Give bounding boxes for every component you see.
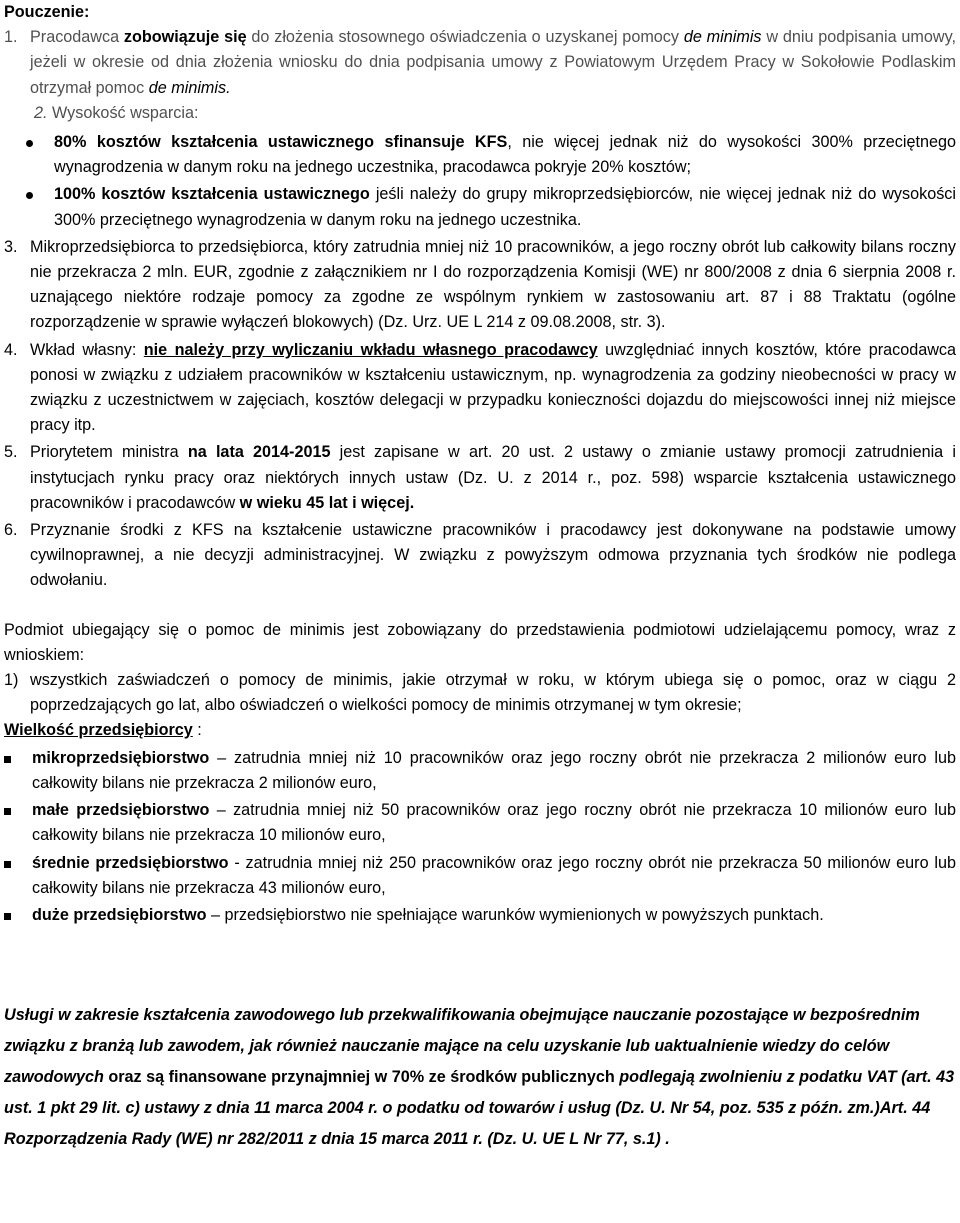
bullet-item: 80% kosztów kształcenia ustawicznego sfinansuje KFS, nie więcej jednak niż do wysokości 300% przeciętnego wynagrodzenia w danym roku na jednego uczestnika, pracodawca pokryje 20% kosztów; (4, 130, 956, 180)
item-text: Wkład własny: nie należy przy wyliczaniu wkładu własnego pracodawcy uwzględniać innych kosztów, które pracodawca ponosi w związku z udziałem pracowników w kształceniu ustawicznym, np. wynagrodzenia za godziny nieobecności w pracy w związku z uczestnictwem w zajęciach, kosztów delegacji w przypadku konieczności dojazdu do miejscowości innej niż miejsce pracy itp. (30, 340, 956, 435)
item-number: 1) (4, 671, 19, 690)
item-number: 1. (4, 28, 18, 47)
item-text: Wysokość wsparcia: (52, 103, 199, 122)
item-number: 6. (4, 521, 18, 540)
item-text: Priorytetem ministra na lata 2014-2015 jest zapisane w art. 20 ust. 2 ustawy o zmianie ustawy promocji zatrudnienia i instytucjach rynku pracy oraz niektórych innych ustaw (Dz. U. z 2014 r., poz. 598) wsparcie kształcenia ustawicznego pracowników i pracodawców w wieku 45 lat i więcej. (30, 443, 956, 512)
item-text: Pracodawca zobowiązuje się do złożenia stosownego oświadczenia o uzyskanej pomocy de minimis w dniu podpisania umowy, jeżeli w okresie od dnia złożenia wniosku do dnia podpisania umowy z Powiatowym Urzędem Pracy w Sokołowie Podlaskim otrzymał pomoc de minimis. (30, 28, 956, 97)
square-bullet-icon (4, 851, 32, 901)
item-number: 2. (34, 103, 48, 122)
item-text: Przyznanie środki z KFS na kształcenie ustawiczne pracowników i pracodawcy jest dokonywane na podstawie umowy cywilnoprawnej, a nie decyzji administracyjnej. W związku z powyższym odmowa przyznania tych środków nie podlega odwołaniu. (30, 521, 956, 590)
item-number: 4. (4, 340, 18, 359)
item-4 (4, 338, 956, 439)
item-3 (4, 235, 956, 336)
requirement-1 (4, 668, 956, 718)
square-bullet-icon (4, 798, 32, 848)
page-heading: Pouczenie: (4, 3, 90, 21)
square-bullet-icon (4, 903, 32, 928)
size-item-medium: średnie przedsiębiorstwo - zatrudnia mniej niż 250 pracowników oraz jego roczny obrót nie przekracza 50 milionów euro lub całkowity bilans nie przekracza 43 milionów euro, (4, 851, 956, 901)
item-5 (4, 440, 956, 516)
item-1 (4, 25, 956, 101)
item-text: Mikroprzedsiębiorca to przedsiębiorca, który zatrudnia mniej niż 10 pracowników, a jego roczny obrót lub całkowity bilans roczny nie przekracza 2 mln. EUR, zgodnie z załącznikiem nr I do rozporządzenia Komisji (WE) nr 800/2008 z dnia 6 sierpnia 2008 r. uznającego niektóre rodzaje pomocy za zgodne ze wspólnym rynkiem w zastosowaniu art. 87 i 88 Traktatu (ogólne rozporządzenie w sprawie wyłączeń blokowych) (Dz. Urz. UE L 214 z 09.08.2008, str. 3). (30, 237, 956, 332)
item-number: 5. (4, 443, 18, 462)
bullet-icon (4, 182, 54, 232)
size-item-micro: mikroprzedsiębiorstwo – zatrudnia mniej niż 10 pracowników oraz jego roczny obrót nie przekracza 2 milionów euro lub całkowity bilans nie przekracza 2 milionów euro, (4, 746, 956, 796)
vat-exemption-note: Usługi w zakresie kształcenia zawodowego lub przekwalifikowania obejmujące nauczanie pozostające w bezpośrednim związku z branżą lub zawodem, jak również nauczanie mające na celu uzyskanie lub uaktualnienie wiedzy do celów zawodowych oraz są finansowane przynajmniej w 70% ze środków publicznych podlegają zwolnieniu z podatku VAT (art. 43 ust. 1 pkt 29 lit. c) ustawy z dnia 11 marca 2004 r. o podatku od towarów i usług (Dz. U. Nr 54, poz. 535 z późn. zm.)Art. 44 Rozporządzenia Rady (WE) nr 282/2011 z dnia 15 marca 2011 r. (Dz. U. UE L Nr 77, s.1) . (4, 1006, 955, 1149)
item-2 (34, 101, 956, 126)
size-item-small: małe przedsiębiorstwo – zatrudnia mniej niż 50 pracowników oraz jego roczny obrót nie przekracza 10 milionów euro lub całkowity bilans nie przekracza 10 milionów euro, (4, 798, 956, 848)
item-6 (4, 518, 956, 594)
size-item-large: duże przedsiębiorstwo – przedsiębiorstwo nie spełniające warunków wymienionych w powyższych punktach. (4, 903, 956, 928)
item-text: wszystkich zaświadczeń o pomocy de minimis, jakie otrzymał w roku, w którym ubiega się o pomoc, oraz w ciągu 2 poprzedzających go lat, albo oświadczeń o wielkości pomocy de minimis otrzymanej w tym okresie; (30, 671, 956, 715)
size-heading: Wielkość przedsiębiorcy : (4, 721, 202, 740)
support-bullets (4, 130, 956, 233)
square-bullet-icon (4, 746, 32, 796)
bullet-item: 100% kosztów kształcenia ustawicznego jeśli należy do grupy mikroprzedsiębiorców, nie więcej jednak niż do wysokości 300% przeciętnego wynagrodzenia w danym roku na jednego uczestnika. (4, 182, 956, 232)
de-minimis-intro: Podmiot ubiegający się o pomoc de minimis jest zobowiązany do przedstawienia podmiotowi udzielającemu pomocy, wraz z wnioskiem: (4, 620, 956, 664)
bullet-icon (4, 130, 54, 180)
item-number: 3. (4, 237, 18, 256)
